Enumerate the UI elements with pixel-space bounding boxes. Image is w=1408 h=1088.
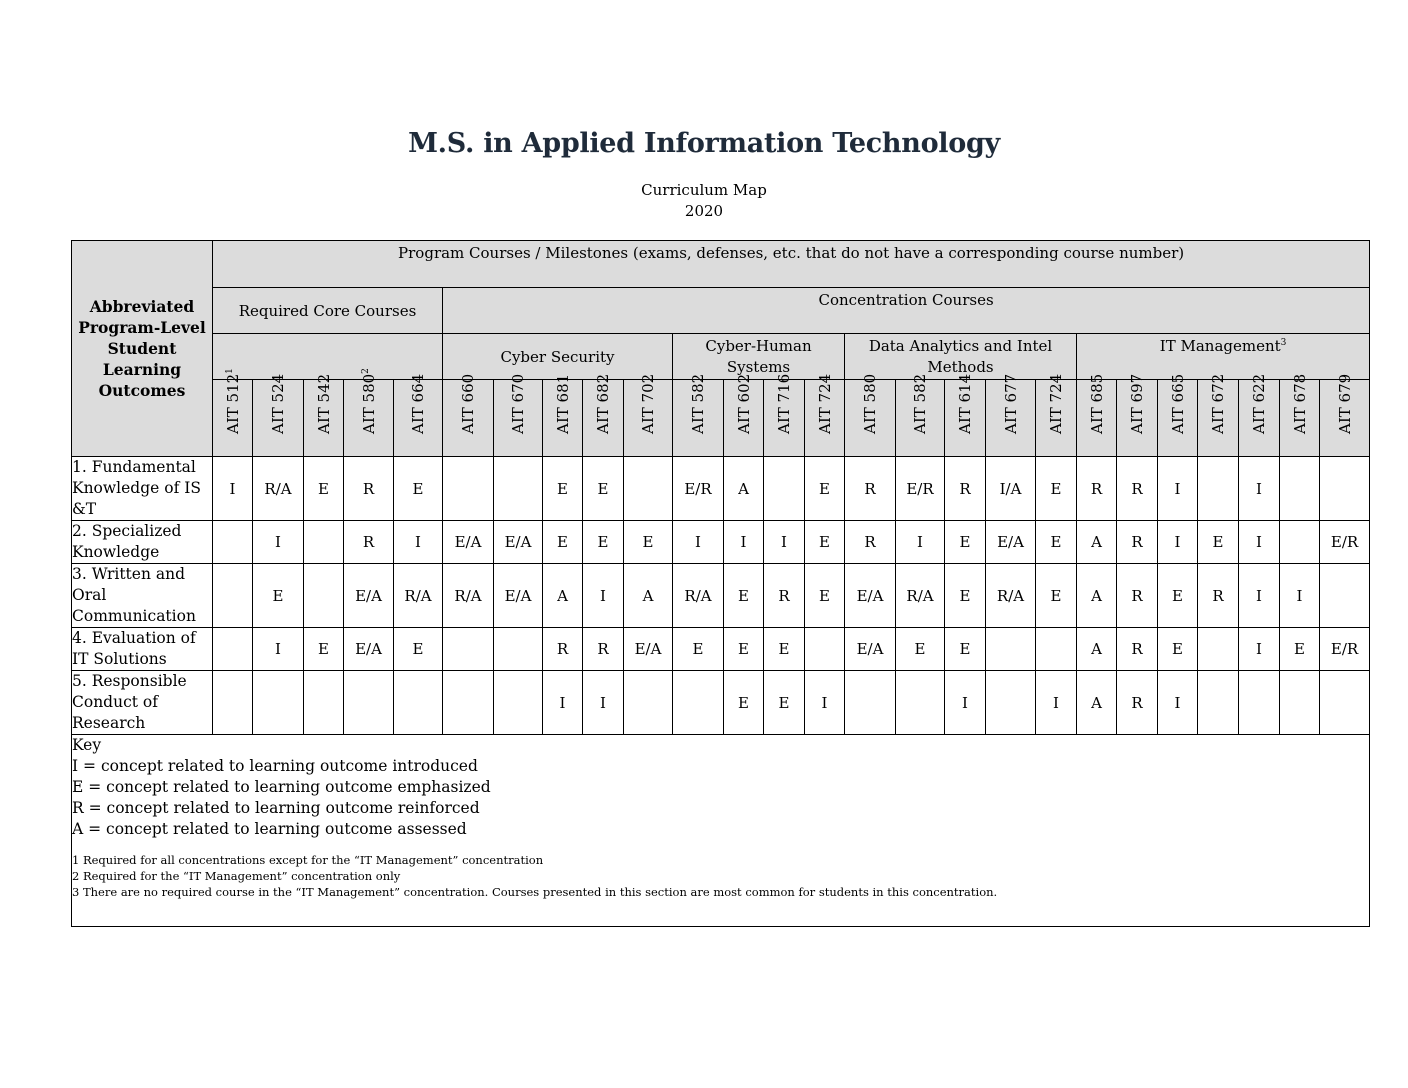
map-cell xyxy=(1320,671,1370,735)
plo-header: Abbreviated Program-Level Student Learning Outcomes xyxy=(72,241,213,457)
course-label xyxy=(1291,374,1309,434)
map-cell: R xyxy=(1117,521,1158,564)
cyber-security-header: Cyber Security xyxy=(443,334,673,380)
course-label xyxy=(315,374,333,434)
it-management-header xyxy=(1077,334,1370,380)
map-cell: I xyxy=(1239,457,1280,521)
map-cell: E xyxy=(764,628,805,671)
map-cell: E/R xyxy=(896,457,945,521)
course-header xyxy=(845,373,896,457)
map-cell: E/A xyxy=(494,521,543,564)
map-cell: I xyxy=(896,521,945,564)
map-cell: I xyxy=(764,521,805,564)
map-cell: I xyxy=(253,521,304,564)
course-label xyxy=(1169,374,1187,434)
map-cell: E xyxy=(1036,457,1077,521)
table-row xyxy=(72,564,1370,628)
course-label xyxy=(224,368,242,434)
subtitle-curriculum-map: Curriculum Map xyxy=(641,181,767,199)
map-cell: E xyxy=(764,671,805,735)
course-label xyxy=(269,374,287,434)
map-cell: E xyxy=(673,628,724,671)
map-cell: E xyxy=(1036,564,1077,628)
key-item: R = concept related to learning outcome reinforced xyxy=(72,799,480,817)
map-cell: E xyxy=(1198,521,1239,564)
course-code: AIT 681 xyxy=(553,373,572,434)
table-row xyxy=(72,671,1370,735)
course-label xyxy=(459,374,477,434)
course-header xyxy=(624,373,673,457)
footnote: 1 Required for all concentrations except for the “IT Management” concentration xyxy=(72,853,544,867)
map-cell: E/A xyxy=(344,628,394,671)
map-cell xyxy=(213,628,253,671)
map-cell: A xyxy=(1077,628,1117,671)
map-cell: E xyxy=(805,564,845,628)
key-spacer xyxy=(72,840,1369,852)
map-cell: R xyxy=(845,521,896,564)
map-cell: E/R xyxy=(1320,521,1370,564)
map-cell: I xyxy=(394,521,443,564)
outcome-label: 5. Responsible Conduct of Research xyxy=(72,671,213,735)
map-cell: R xyxy=(543,628,583,671)
map-cell: A xyxy=(1077,671,1117,735)
curriculum-map-table xyxy=(71,240,1370,927)
course-code: AIT 582 xyxy=(689,373,707,434)
course-code: AIT 665 xyxy=(1168,373,1187,434)
map-cell xyxy=(1198,457,1239,521)
map-cell: R xyxy=(1117,564,1158,628)
key-item: E = concept related to learning outcome emphasized xyxy=(72,778,491,796)
course-label xyxy=(594,374,612,434)
course-footnote-mark: 1 xyxy=(224,368,235,374)
core-blank-header xyxy=(213,334,443,380)
map-cell xyxy=(443,671,494,735)
course-label xyxy=(1250,374,1268,434)
map-cell xyxy=(304,521,344,564)
map-cell: R xyxy=(1117,671,1158,735)
key-item: A = concept related to learning outcome assessed xyxy=(72,820,467,838)
map-cell xyxy=(494,457,543,521)
map-cell xyxy=(253,671,304,735)
course-label xyxy=(554,374,572,434)
map-cell: E/A xyxy=(344,564,394,628)
course-label xyxy=(360,368,378,434)
course-code: AIT 602 xyxy=(734,373,753,434)
map-cell xyxy=(986,628,1036,671)
map-cell xyxy=(896,671,945,735)
map-cell: E xyxy=(543,521,583,564)
map-cell: A xyxy=(1077,564,1117,628)
course-code: AIT 660 xyxy=(459,373,477,434)
course-header xyxy=(543,373,583,457)
outcome-label: 3. Written and Oral Communication xyxy=(72,564,213,628)
map-cell: E/A xyxy=(986,521,1036,564)
required-core-header: Required Core Courses xyxy=(213,288,443,334)
course-code: AIT 524 xyxy=(269,373,287,434)
map-cell: A xyxy=(1077,521,1117,564)
program-courses-header: Program Courses / Milestones (exams, defenses, etc. that do not have a corresponding course number) xyxy=(213,241,1370,288)
map-cell: I xyxy=(253,628,304,671)
map-cell xyxy=(1198,628,1239,671)
map-cell xyxy=(494,671,543,735)
map-cell: E xyxy=(394,628,443,671)
course-header xyxy=(213,368,253,457)
map-cell xyxy=(673,671,724,735)
map-cell: I xyxy=(583,671,624,735)
course-header xyxy=(1320,373,1370,457)
course-code: AIT 724 xyxy=(815,373,834,434)
map-cell: R xyxy=(344,521,394,564)
map-cell: I xyxy=(1239,564,1280,628)
map-cell: R xyxy=(1117,457,1158,521)
map-cell: I xyxy=(805,671,845,735)
map-cell: I xyxy=(673,521,724,564)
course-header xyxy=(896,373,945,457)
map-cell: R/A xyxy=(673,564,724,628)
course-header xyxy=(945,373,986,457)
course-code: AIT 670 xyxy=(509,373,527,434)
course-header xyxy=(805,373,845,457)
map-cell: E/R xyxy=(1320,628,1370,671)
map-cell: R xyxy=(945,457,986,521)
course-label xyxy=(861,374,879,434)
course-header xyxy=(1036,373,1077,457)
map-cell: R xyxy=(583,628,624,671)
map-cell xyxy=(1280,457,1320,521)
map-cell xyxy=(1320,564,1370,628)
map-cell xyxy=(394,671,443,735)
map-cell xyxy=(1280,521,1320,564)
course-code: AIT 580 xyxy=(359,373,378,434)
course-code: AIT 716 xyxy=(775,373,793,434)
course-header xyxy=(1077,373,1117,457)
course-label xyxy=(911,374,929,434)
course-code: AIT 677 xyxy=(1001,373,1020,434)
course-label xyxy=(956,374,974,434)
course-label xyxy=(409,374,427,434)
map-cell: I xyxy=(1158,521,1198,564)
map-cell xyxy=(304,564,344,628)
map-cell: R xyxy=(1198,564,1239,628)
map-cell: I xyxy=(1280,564,1320,628)
map-cell: A xyxy=(624,564,673,628)
map-cell: R/A xyxy=(896,564,945,628)
course-label xyxy=(1002,374,1020,434)
course-label xyxy=(639,374,657,434)
map-cell: E xyxy=(724,564,764,628)
map-cell: E xyxy=(583,521,624,564)
map-cell: E xyxy=(543,457,583,521)
table-row xyxy=(72,521,1370,564)
course-header xyxy=(494,373,543,457)
subtitle-year: 2020 xyxy=(684,202,724,220)
cyber-human-header: Cyber-Human Systems xyxy=(673,334,845,380)
map-cell: I xyxy=(945,671,986,735)
map-cell: E/A xyxy=(494,564,543,628)
map-cell: E/R xyxy=(673,457,724,521)
page-subtitle xyxy=(0,180,1408,222)
map-cell: E xyxy=(394,457,443,521)
map-cell: E xyxy=(1280,628,1320,671)
outcome-label: 4. Evaluation of IT Solutions xyxy=(72,628,213,671)
data-analytics-header: Data Analytics and Intel Methods xyxy=(845,334,1077,380)
key-section xyxy=(72,735,1370,927)
map-cell xyxy=(213,671,253,735)
map-cell: I xyxy=(1158,457,1198,521)
map-cell: E xyxy=(945,564,986,628)
map-cell xyxy=(1320,457,1370,521)
map-cell: E/A xyxy=(443,521,494,564)
map-cell: E xyxy=(1158,564,1198,628)
course-code: AIT 685 xyxy=(1087,373,1106,434)
map-cell: I xyxy=(1036,671,1077,735)
map-cell: R xyxy=(344,457,394,521)
map-cell: A xyxy=(543,564,583,628)
course-code: AIT 679 xyxy=(1335,373,1354,434)
course-code: AIT 512 xyxy=(223,373,242,434)
course-label xyxy=(1088,374,1106,434)
course-label xyxy=(509,374,527,434)
map-cell: E xyxy=(945,521,986,564)
footnote: 3 There are no required course in the “IT Management” concentration. Courses presented in this section are most common for students in this concentration. xyxy=(72,885,998,899)
map-cell: E xyxy=(304,457,344,521)
outcome-label: 1. Fundamental Knowledge of IS &T xyxy=(72,457,213,521)
map-cell xyxy=(1239,671,1280,735)
map-cell: R/A xyxy=(986,564,1036,628)
map-cell: R/A xyxy=(443,564,494,628)
course-header xyxy=(1158,373,1198,457)
map-cell xyxy=(624,457,673,521)
course-label xyxy=(1209,374,1227,434)
map-cell: E xyxy=(583,457,624,521)
course-header xyxy=(304,373,344,457)
course-label xyxy=(1128,374,1146,434)
map-cell: I/A xyxy=(986,457,1036,521)
map-cell xyxy=(344,671,394,735)
course-header xyxy=(344,368,394,457)
course-header xyxy=(443,373,494,457)
map-cell: I xyxy=(1239,521,1280,564)
map-cell: E/A xyxy=(845,628,896,671)
course-header xyxy=(253,373,304,457)
map-cell xyxy=(213,521,253,564)
map-cell: E xyxy=(253,564,304,628)
concentration-header: Concentration Courses xyxy=(443,288,1370,334)
map-cell xyxy=(443,628,494,671)
map-cell: R xyxy=(764,564,805,628)
course-code: AIT 664 xyxy=(409,373,427,434)
map-cell: E xyxy=(805,457,845,521)
key-heading: Key xyxy=(72,736,102,754)
course-header xyxy=(764,373,805,457)
course-header xyxy=(724,373,764,457)
map-cell: E xyxy=(724,671,764,735)
course-code: AIT 614 xyxy=(956,373,974,434)
course-code: AIT 672 xyxy=(1209,373,1227,434)
map-cell: E xyxy=(1158,628,1198,671)
course-label xyxy=(816,374,834,434)
map-cell xyxy=(213,564,253,628)
course-label xyxy=(689,374,707,434)
course-header xyxy=(673,373,724,457)
course-label xyxy=(775,374,793,434)
map-cell xyxy=(1036,628,1077,671)
course-code: AIT 682 xyxy=(594,373,612,434)
page-title: M.S. in Applied Information Technology xyxy=(408,128,1000,159)
course-code: AIT 724 xyxy=(1047,373,1065,434)
map-cell: E xyxy=(896,628,945,671)
map-cell: A xyxy=(724,457,764,521)
course-header xyxy=(986,373,1036,457)
map-cell xyxy=(845,671,896,735)
map-cell: R/A xyxy=(394,564,443,628)
footnote: 2 Required for the “IT Management” concentration only xyxy=(72,869,401,883)
map-cell: E xyxy=(304,628,344,671)
course-header xyxy=(1239,373,1280,457)
map-cell: E/A xyxy=(624,628,673,671)
map-cell xyxy=(443,457,494,521)
table-row xyxy=(72,628,1370,671)
course-header xyxy=(1117,373,1158,457)
course-label xyxy=(1047,374,1065,434)
map-cell: R xyxy=(845,457,896,521)
course-code: AIT 542 xyxy=(314,373,333,434)
it-management-label: IT Management xyxy=(1159,337,1281,355)
it-management-footnote-mark: 3 xyxy=(1280,338,1287,348)
course-header xyxy=(1198,373,1239,457)
map-cell: E xyxy=(624,521,673,564)
map-cell xyxy=(1280,671,1320,735)
table-row xyxy=(72,457,1370,521)
course-label xyxy=(735,374,753,434)
map-cell: I xyxy=(724,521,764,564)
course-code: AIT 580 xyxy=(861,373,879,434)
outcome-label: 2. Specialized Knowledge xyxy=(72,521,213,564)
map-cell: E xyxy=(724,628,764,671)
course-code: AIT 582 xyxy=(911,373,929,434)
map-cell xyxy=(494,628,543,671)
course-header xyxy=(1280,373,1320,457)
course-header xyxy=(394,373,443,457)
course-code: AIT 678 xyxy=(1290,373,1309,434)
map-cell xyxy=(1198,671,1239,735)
course-code: AIT 697 xyxy=(1128,373,1146,434)
map-cell: I xyxy=(543,671,583,735)
map-cell: R/A xyxy=(253,457,304,521)
map-cell: I xyxy=(1158,671,1198,735)
map-cell: R xyxy=(1117,628,1158,671)
course-header xyxy=(583,373,624,457)
key-item: I = concept related to learning outcome introduced xyxy=(72,757,478,775)
map-cell: E xyxy=(1036,521,1077,564)
map-cell: E xyxy=(805,521,845,564)
map-cell: R xyxy=(1077,457,1117,521)
map-cell xyxy=(624,671,673,735)
course-footnote-mark: 2 xyxy=(360,368,371,374)
map-cell xyxy=(764,457,805,521)
course-code: AIT 622 xyxy=(1250,373,1268,434)
map-cell xyxy=(304,671,344,735)
map-cell: E xyxy=(945,628,986,671)
map-cell: I xyxy=(1239,628,1280,671)
map-cell xyxy=(805,628,845,671)
map-cell xyxy=(986,671,1036,735)
map-cell: E/A xyxy=(845,564,896,628)
map-cell: I xyxy=(583,564,624,628)
course-code: AIT 702 xyxy=(639,373,657,434)
map-cell: I xyxy=(213,457,253,521)
course-label xyxy=(1336,374,1354,434)
